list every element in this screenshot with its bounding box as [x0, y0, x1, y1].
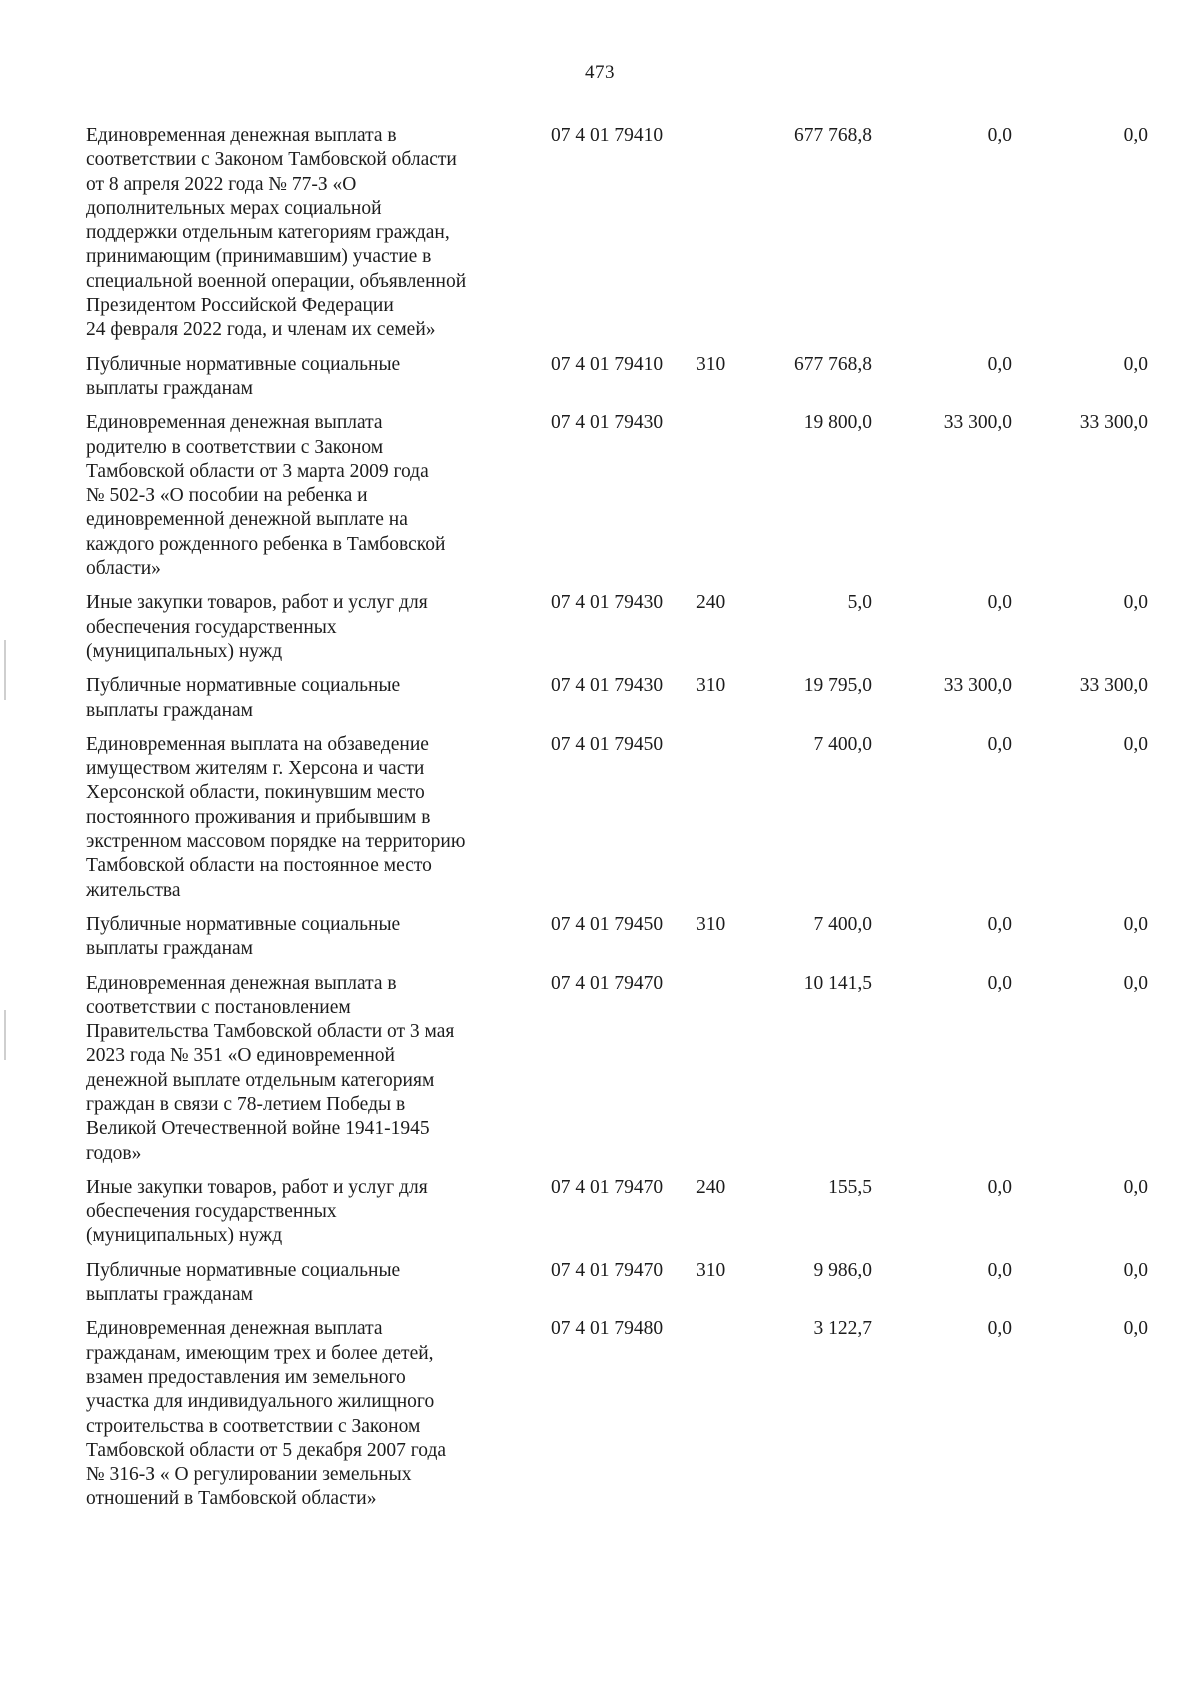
row-value-3: 0,0: [1123, 1318, 1148, 1340]
row-value-2: 0,0: [987, 913, 1012, 935]
row-expense-type: 240: [696, 1176, 726, 1198]
row-expense-type: 240: [696, 592, 726, 614]
row-name: Иные закупки товаров, работ и услуг для обеспечения государственных (муниципальных) нужд: [86, 1176, 428, 1247]
row-name: Публичные нормативные социальные выплаты гражданам: [86, 913, 401, 960]
row-code: 07 4 01 79450: [551, 733, 664, 755]
row-value-3: 0,0: [1123, 1176, 1148, 1198]
row-value-1: 19 795,0: [803, 675, 872, 697]
table-row: [0, 1317, 1200, 1511]
row-code: 07 4 01 79470: [551, 1259, 664, 1281]
row-code: 07 4 01 79470: [551, 972, 664, 994]
row-value-3: 0,0: [1123, 913, 1148, 935]
scan-artifact: [4, 640, 6, 700]
row-value-3: 33 300,0: [1079, 675, 1148, 697]
row-code: 07 4 01 79430: [551, 412, 664, 434]
row-name: Единовременная выплата на обзаведение имуществом жителям г. Херсона и части Херсонской области, покинувшим место постоянного проживания и прибывшим в экстренном массовом порядке на территорию Тамбовской области на постоянное место жительства: [86, 733, 466, 901]
row-name: Публичные нормативные социальные выплаты гражданам: [86, 675, 401, 721]
row-code: 07 4 01 79450: [551, 913, 664, 935]
row-code: 07 4 01 79430: [551, 675, 664, 697]
row-value-2: 0,0: [987, 733, 1012, 755]
row-name: Единовременная денежная выплата гражданам, имеющим трех и более детей, взамен предоставления им земельного участка для индивидуального жилищного строительства в соответствии с Законом Тамбовской области от 5 декабря 2007 года № 316-З « О регулировании земельных отношений в Тамбовской области»: [86, 1318, 447, 1510]
row-code: 07 4 01 79480: [551, 1318, 664, 1340]
row-value-3: 0,0: [1123, 733, 1148, 755]
row-value-3: 0,0: [1123, 592, 1148, 614]
row-value-2: 0,0: [987, 1176, 1012, 1198]
table-row: [0, 674, 1200, 723]
row-value-2: 0,0: [987, 972, 1012, 994]
row-value-2: 0,0: [987, 125, 1012, 146]
table-row: [0, 591, 1200, 664]
row-value-1: 19 800,0: [803, 412, 872, 434]
row-value-1: 155,5: [828, 1176, 872, 1198]
row-name: Единовременная денежная выплата родителю в соответствии с Законом Тамбовской области от 3 марта 2009 года № 502-З «О пособии на ребенка и единовременной денежной выплате на каждого рожденного ребенка в Тамбовской области»: [86, 412, 446, 580]
budget-table: [0, 124, 1200, 1522]
row-value-2: 0,0: [987, 1259, 1012, 1281]
row-name: Единовременная денежная выплата в соответствии с постановлением Правительства Тамбовской области от 3 мая 2023 года № 351 «О единовременной денежной выплате отдельным категориям граждан в связи с 78-летием Победы в Великой Отечественной войне 1941-1945 годов»: [86, 972, 455, 1164]
row-value-2: 33 300,0: [943, 675, 1012, 697]
row-value-3: 0,0: [1123, 972, 1148, 994]
row-value-1: 677 768,8: [794, 353, 872, 375]
row-value-2: 0,0: [987, 1318, 1012, 1340]
row-value-3: 0,0: [1123, 1259, 1148, 1281]
row-value-3: 0,0: [1123, 125, 1148, 146]
row-value-2: 33 300,0: [943, 412, 1012, 434]
row-value-1: 9 986,0: [813, 1259, 872, 1281]
table-row: [0, 124, 1200, 343]
row-value-1: 5,0: [847, 592, 872, 614]
row-value-1: 7 400,0: [813, 733, 872, 755]
row-name: Иные закупки товаров, работ и услуг для обеспечения государственных (муниципальных) нужд: [86, 592, 428, 662]
row-expense-type: 310: [696, 675, 726, 697]
row-expense-type: 310: [696, 913, 726, 935]
row-code: 07 4 01 79410: [551, 353, 664, 375]
row-name: Публичные нормативные социальные выплаты гражданам: [86, 1259, 401, 1306]
table-row: [0, 733, 1200, 903]
row-code: 07 4 01 79430: [551, 592, 664, 614]
row-value-1: 10 141,5: [803, 972, 872, 994]
row-value-3: 0,0: [1123, 353, 1148, 375]
page-number: 473: [585, 62, 615, 83]
row-value-2: 0,0: [987, 353, 1012, 375]
row-value-1: 677 768,8: [794, 125, 872, 146]
row-name: Единовременная денежная выплата в соответствии с Законом Тамбовской области от 8 апреля 2022 года № 77-З «О дополнительных мерах социальной поддержки отдельным категориям граждан, принимающим (принимавшим) участие в специальной военной операции, объявленной Президентом Российской Федерации 24 февраля 2022 года, и членам их семей»: [86, 125, 467, 341]
table-row: [0, 411, 1200, 581]
table-row: [0, 1259, 1200, 1308]
scan-artifact: [4, 1010, 6, 1060]
row-name: Публичные нормативные социальные выплаты гражданам: [86, 353, 401, 399]
table-row: [0, 1176, 1200, 1249]
row-value-3: 33 300,0: [1079, 412, 1148, 434]
row-code: 07 4 01 79410: [551, 125, 664, 146]
row-expense-type: 310: [696, 1259, 726, 1281]
table-row: [0, 913, 1200, 962]
row-value-1: 7 400,0: [813, 913, 872, 935]
row-value-2: 0,0: [987, 592, 1012, 614]
row-code: 07 4 01 79470: [551, 1176, 664, 1198]
row-value-1: 3 122,7: [813, 1318, 872, 1340]
table-row: [0, 972, 1200, 1166]
row-expense-type: 310: [696, 353, 726, 375]
table-row: [0, 353, 1200, 402]
